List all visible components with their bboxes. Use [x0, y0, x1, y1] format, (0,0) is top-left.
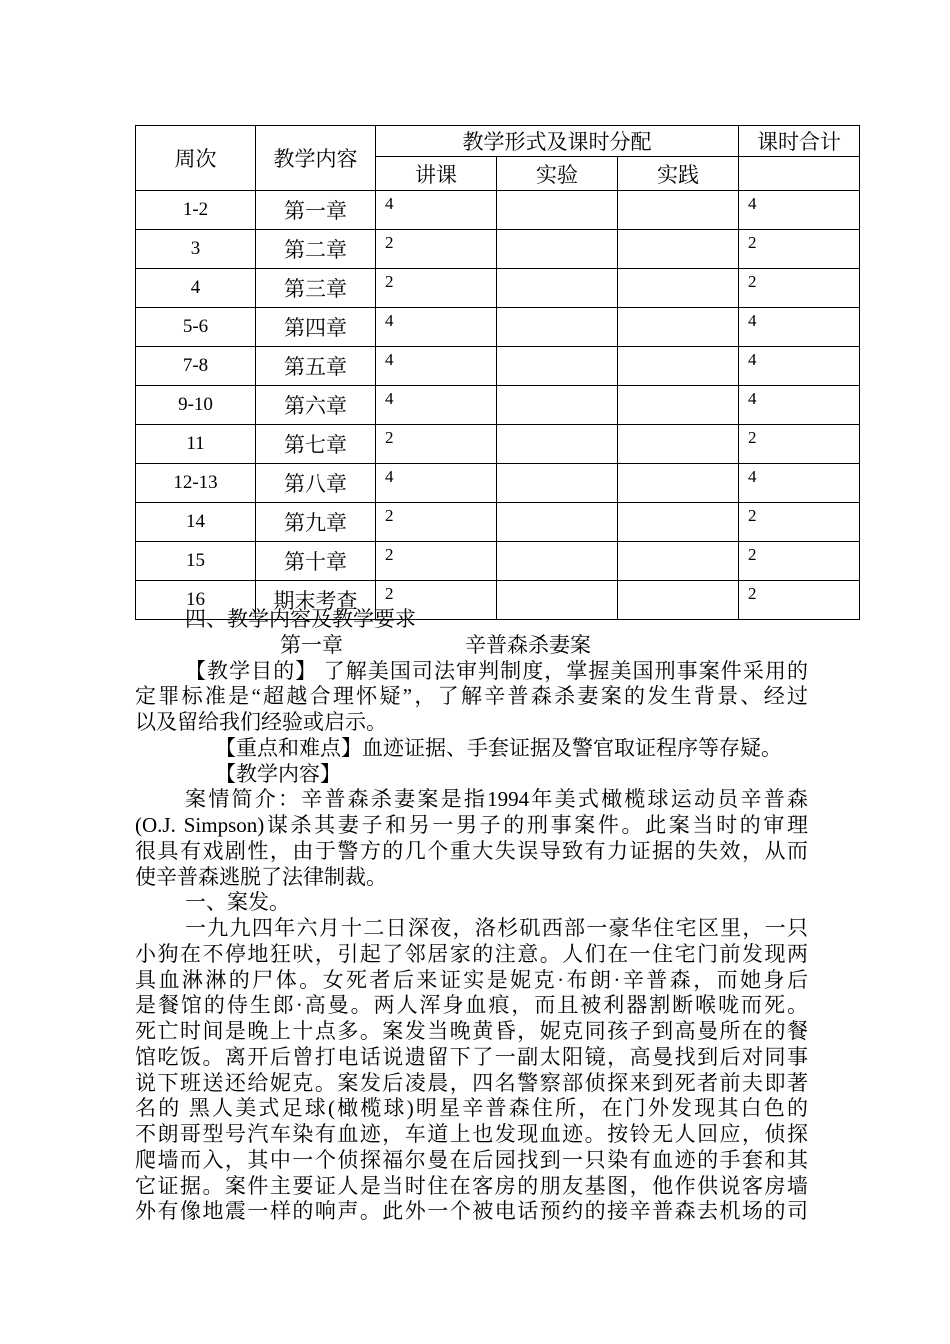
cell-experiment [497, 269, 618, 308]
table-row [136, 503, 860, 542]
part1-line: 馆吃饭。离开后曾打电话说遗留下了一副太阳镜，高曼找到后对同事 [135, 1044, 808, 1069]
cell-content: 第二章 [256, 230, 376, 269]
cell-lecture: 4 [376, 386, 497, 425]
cell-content: 第一章 [256, 191, 376, 230]
cell-week: 12-13 [136, 464, 256, 503]
chapter-title: 辛普森杀妻案 [465, 632, 591, 657]
table-row [136, 425, 860, 464]
cell-total: 2 [739, 425, 860, 464]
document-body [135, 607, 808, 1225]
header-week: 周次 [136, 126, 256, 191]
cell-lecture: 2 [376, 503, 497, 542]
cell-total: 4 [739, 386, 860, 425]
cell-lecture: 2 [376, 542, 497, 581]
cell-content: 期末考查 [256, 581, 376, 620]
part1-line: 外有像地震一样的响声。此外一个被电话预约的接辛普森去机场的司 [135, 1199, 808, 1224]
cell-total: 2 [739, 503, 860, 542]
cell-total: 2 [739, 542, 860, 581]
content-label: 【教学内容】 [215, 761, 341, 786]
cell-week: 5-6 [136, 308, 256, 347]
table-row [136, 386, 860, 425]
summary-line: (O.J. Simpson)谋杀其妻子和另一男子的刑事案件。此案当时的审理 [135, 813, 808, 837]
table-row [136, 308, 860, 347]
cell-week: 3 [136, 230, 256, 269]
header-practice: 实践 [618, 157, 739, 191]
cell-experiment [497, 425, 618, 464]
cell-practice [618, 542, 739, 581]
cell-content: 第九章 [256, 503, 376, 542]
cell-practice [618, 308, 739, 347]
header-format-group: 教学形式及课时分配 [376, 126, 739, 157]
chapter-heading [135, 633, 808, 659]
objective-line: 【教学目的】 了解美国司法审判制度，掌握美国刑事案件采用的 [185, 658, 808, 683]
cell-experiment [497, 386, 618, 425]
cell-practice [618, 230, 739, 269]
header-content: 教学内容 [256, 126, 376, 191]
table-row [136, 542, 860, 581]
table-row [136, 269, 860, 308]
part1-line: 名的 黑人美式足球(橄榄球)明星辛普森住所，在门外发现其白色的 [135, 1096, 808, 1121]
cell-content: 第三章 [256, 269, 376, 308]
cell-total: 4 [739, 308, 860, 347]
part1-line: 一九九四年六月十二日深夜，洛杉矶西部一豪华住宅区里，一只 [185, 916, 808, 940]
cell-lecture: 4 [376, 347, 497, 386]
cell-total: 2 [739, 269, 860, 308]
cell-lecture: 4 [376, 464, 497, 503]
cell-practice [618, 269, 739, 308]
cell-total: 4 [739, 191, 860, 230]
part1-line: 小狗在不停地狂吠，引起了邻居家的注意。人们在一住宅门前发现两 [135, 941, 808, 966]
cell-experiment [497, 503, 618, 542]
cell-lecture: 2 [376, 230, 497, 269]
summary-line: 使辛普森逃脱了法律制裁。 [135, 864, 387, 889]
part1-line: 它证据。案件主要证人是当时住在客房的朋友基图，他作供说客房墙 [135, 1173, 808, 1198]
cell-practice [618, 464, 739, 503]
cell-content: 第六章 [256, 386, 376, 425]
objective-line: 以及留给我们经验或启示。 [135, 710, 387, 734]
table-row [136, 230, 860, 269]
cell-practice [618, 425, 739, 464]
cell-total: 4 [739, 464, 860, 503]
table-row [136, 347, 860, 386]
cell-content: 第四章 [256, 308, 376, 347]
cell-content: 第十章 [256, 542, 376, 581]
cell-experiment [497, 230, 618, 269]
schedule-table [135, 125, 860, 620]
summary-line: 很具有戏剧性，由于警方的几个重大失误导致有力证据的失效，从而 [135, 838, 808, 863]
section-heading: 四、教学内容及教学要求 [185, 607, 416, 631]
cell-total: 4 [739, 347, 860, 386]
cell-total: 2 [739, 581, 860, 620]
cell-practice [618, 503, 739, 542]
part1-line: 说下班送还给妮克。案发后凌晨，四名警察部侦探来到死者前夫即著 [135, 1070, 808, 1095]
cell-content: 第七章 [256, 425, 376, 464]
part1-line: 死亡时间是晚上十点多。案发当晚黄昏，妮克同孩子到高曼所在的餐 [135, 1019, 808, 1043]
cell-experiment [497, 542, 618, 581]
cell-experiment [497, 347, 618, 386]
cell-lecture: 2 [376, 581, 497, 620]
header-total-blank [739, 157, 860, 191]
table-header-row [136, 126, 860, 157]
cell-lecture: 4 [376, 308, 497, 347]
header-experiment: 实验 [497, 157, 618, 191]
cell-week: 15 [136, 542, 256, 581]
cell-week: 11 [136, 425, 256, 464]
part1-line: 是餐馆的侍生郎·高曼。两人浑身血痕，而且被利器割断喉咙而死。 [135, 993, 808, 1018]
cell-week: 14 [136, 503, 256, 542]
cell-total: 2 [739, 230, 860, 269]
cell-experiment [497, 464, 618, 503]
cell-week: 9-10 [136, 386, 256, 425]
cell-content: 第八章 [256, 464, 376, 503]
cell-week: 4 [136, 269, 256, 308]
header-total: 课时合计 [739, 126, 860, 157]
part1-line: 具血淋淋的尸体。女死者后来证实是妮克·布朗·辛普森，而她身后 [135, 967, 808, 992]
table-row [136, 464, 860, 503]
cell-week: 7-8 [136, 347, 256, 386]
cell-week: 1-2 [136, 191, 256, 230]
part1-line: 爬墙而入，其中一个侦探福尔曼在后园找到一只染有血迹的手套和其 [135, 1147, 808, 1172]
cell-lecture: 4 [376, 191, 497, 230]
part1-line: 不朗哥型号汽车染有血迹，车道上也发现血迹。按铃无人回应，侦探 [135, 1122, 808, 1146]
header-lecture: 讲课 [376, 157, 497, 191]
part1-heading: 一、案发。 [185, 890, 290, 915]
cell-content: 第五章 [256, 347, 376, 386]
cell-experiment [497, 308, 618, 347]
cell-practice [618, 347, 739, 386]
cell-practice [618, 386, 739, 425]
objective-line: 定罪标准是“超越合理怀疑”，了解辛普森杀妻案的发生背景、经过 [135, 684, 808, 709]
cell-practice [618, 191, 739, 230]
table-row [136, 191, 860, 230]
cell-week: 16 [136, 581, 256, 620]
summary-line: 案情简介：辛普森杀妻案是指1994年美式橄榄球运动员辛普森 [185, 787, 808, 812]
cell-lecture: 2 [376, 269, 497, 308]
cell-lecture: 2 [376, 425, 497, 464]
chapter-number: 第一章 [280, 632, 343, 657]
key-points: 【重点和难点】血迹证据、手套证据及警官取证程序等存疑。 [215, 735, 782, 760]
cell-experiment [497, 191, 618, 230]
